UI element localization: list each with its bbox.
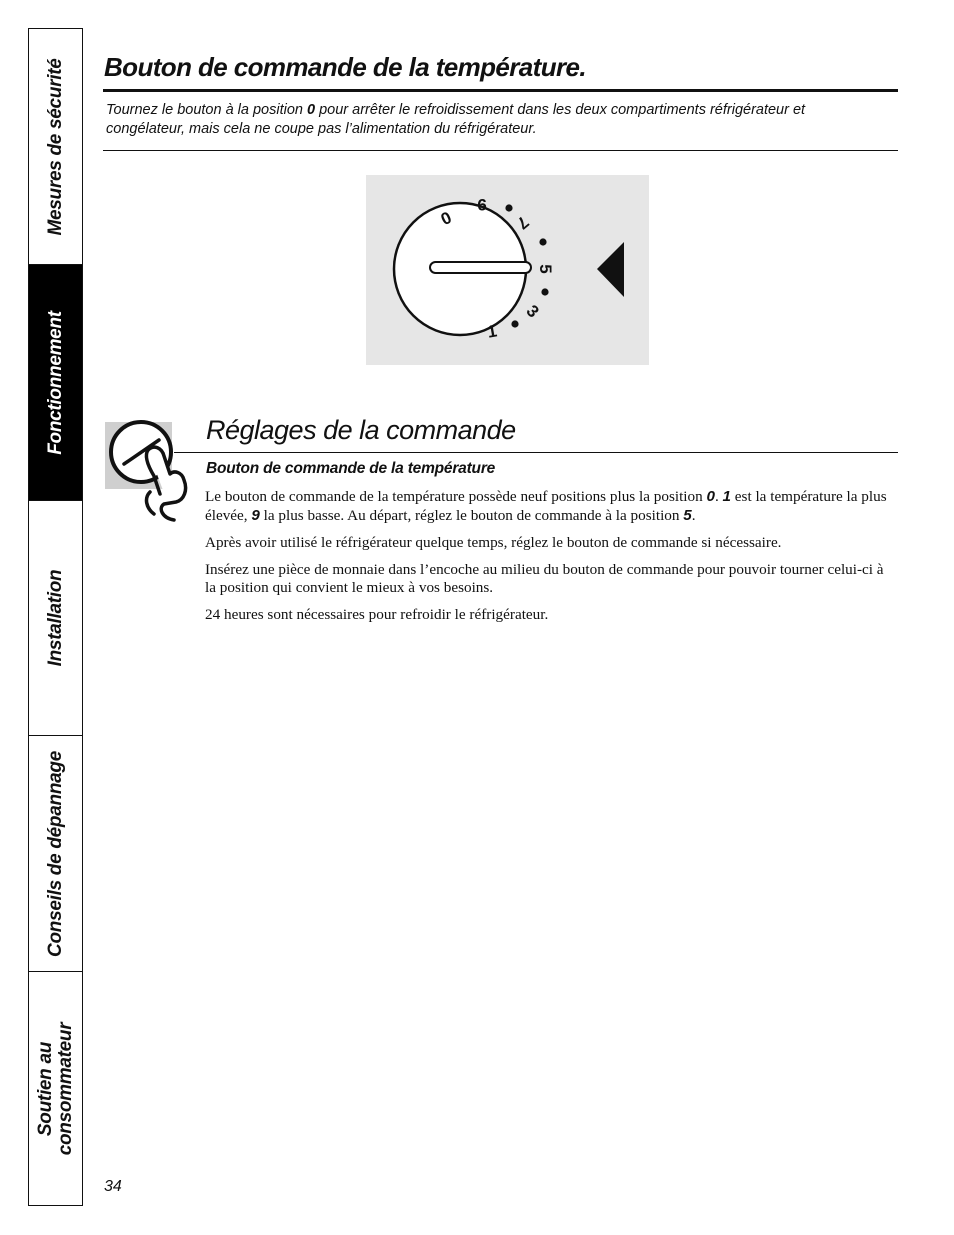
- side-tabs: [28, 28, 83, 1206]
- dial-dot: [511, 320, 518, 327]
- text-run: .: [691, 506, 696, 524]
- tab-fonctionnement[interactable]: [29, 265, 82, 501]
- section-heading: Réglages de la commande: [206, 415, 516, 445]
- dial-dot: [505, 204, 512, 211]
- tab-label: [36, 1022, 76, 1155]
- dial-number-1: 1: [485, 321, 499, 342]
- dial-number-5: 5: [536, 264, 555, 274]
- tab-label: Installation: [44, 569, 66, 667]
- dial-number-0: 0: [437, 207, 455, 230]
- paragraph-coin: Insérez une pièce de monnaie dans l’encoche au milieu du bouton de commande pour pouvoir tourner celui-ci à la position qui convient le mieux à vos besoins.: [205, 560, 884, 596]
- tab-label: Mesures de sécurité: [44, 58, 66, 235]
- text-run: .: [714, 488, 723, 505]
- triangle-pointer-icon: [597, 242, 624, 297]
- position-9: 9: [251, 506, 260, 524]
- tab-label-line1: Soutien au: [34, 1041, 56, 1136]
- tab-installation[interactable]: [29, 501, 82, 736]
- temperature-dial-icon: [366, 175, 649, 365]
- intro-part1: Tournez le bouton à la position: [106, 102, 307, 118]
- dial-number-9: 9: [477, 195, 487, 214]
- text-run: la plus basse. Au départ, réglez le bouton de commande à la position: [259, 506, 684, 524]
- section-subheading: Bouton de commande de la température: [206, 460, 496, 477]
- intro-part2: pour arrêter le refroidissement dans les deux compartiments réfrigérateur et congélateur, mais cela ne coupe pas l’alimentation du réfrigérateur.: [106, 102, 806, 137]
- position-5: 5: [683, 506, 692, 524]
- tab-mesures-de-securite[interactable]: [29, 29, 82, 265]
- intro-text: [106, 101, 886, 139]
- dial-number-3: 3: [522, 301, 543, 322]
- text-run: Le bouton de commande de la température possède neuf positions plus la position: [205, 488, 707, 505]
- paragraph-24-hours: 24 heures sont nécessaires pour refroidir le réfrigérateur.: [205, 606, 549, 623]
- paragraph-adjust: Après avoir utilisé le réfrigérateur quelque temps, réglez le bouton de commande si nécessaire.: [205, 533, 782, 551]
- dial-number-7: 7: [512, 212, 533, 233]
- dial-illustration: [366, 175, 649, 365]
- intro-divider: [103, 150, 898, 151]
- hand-turning-dial-icon: [104, 404, 194, 528]
- dial-dot: [541, 288, 548, 295]
- tab-conseils-de-depannage[interactable]: [29, 736, 82, 972]
- body-text: [205, 488, 897, 633]
- tab-label: Conseils de dépannage: [44, 750, 66, 957]
- section-divider: [174, 452, 898, 453]
- dial-dot: [539, 238, 546, 245]
- tab-soutien-au-consommateur[interactable]: [29, 972, 82, 1205]
- tab-label: Fonctionnement: [44, 310, 66, 455]
- page-title: Bouton de commande de la température.: [104, 52, 587, 82]
- page-number: 34: [104, 1178, 122, 1195]
- position-1: 1: [722, 488, 731, 505]
- text-run: est la température la plus élevée,: [205, 488, 887, 524]
- position-0: 0: [706, 488, 715, 505]
- intro-bold-zero: 0: [307, 102, 316, 118]
- tab-label-line2: consommateur: [54, 1022, 76, 1155]
- paragraph-positions: [205, 488, 897, 525]
- title-divider: [103, 89, 898, 92]
